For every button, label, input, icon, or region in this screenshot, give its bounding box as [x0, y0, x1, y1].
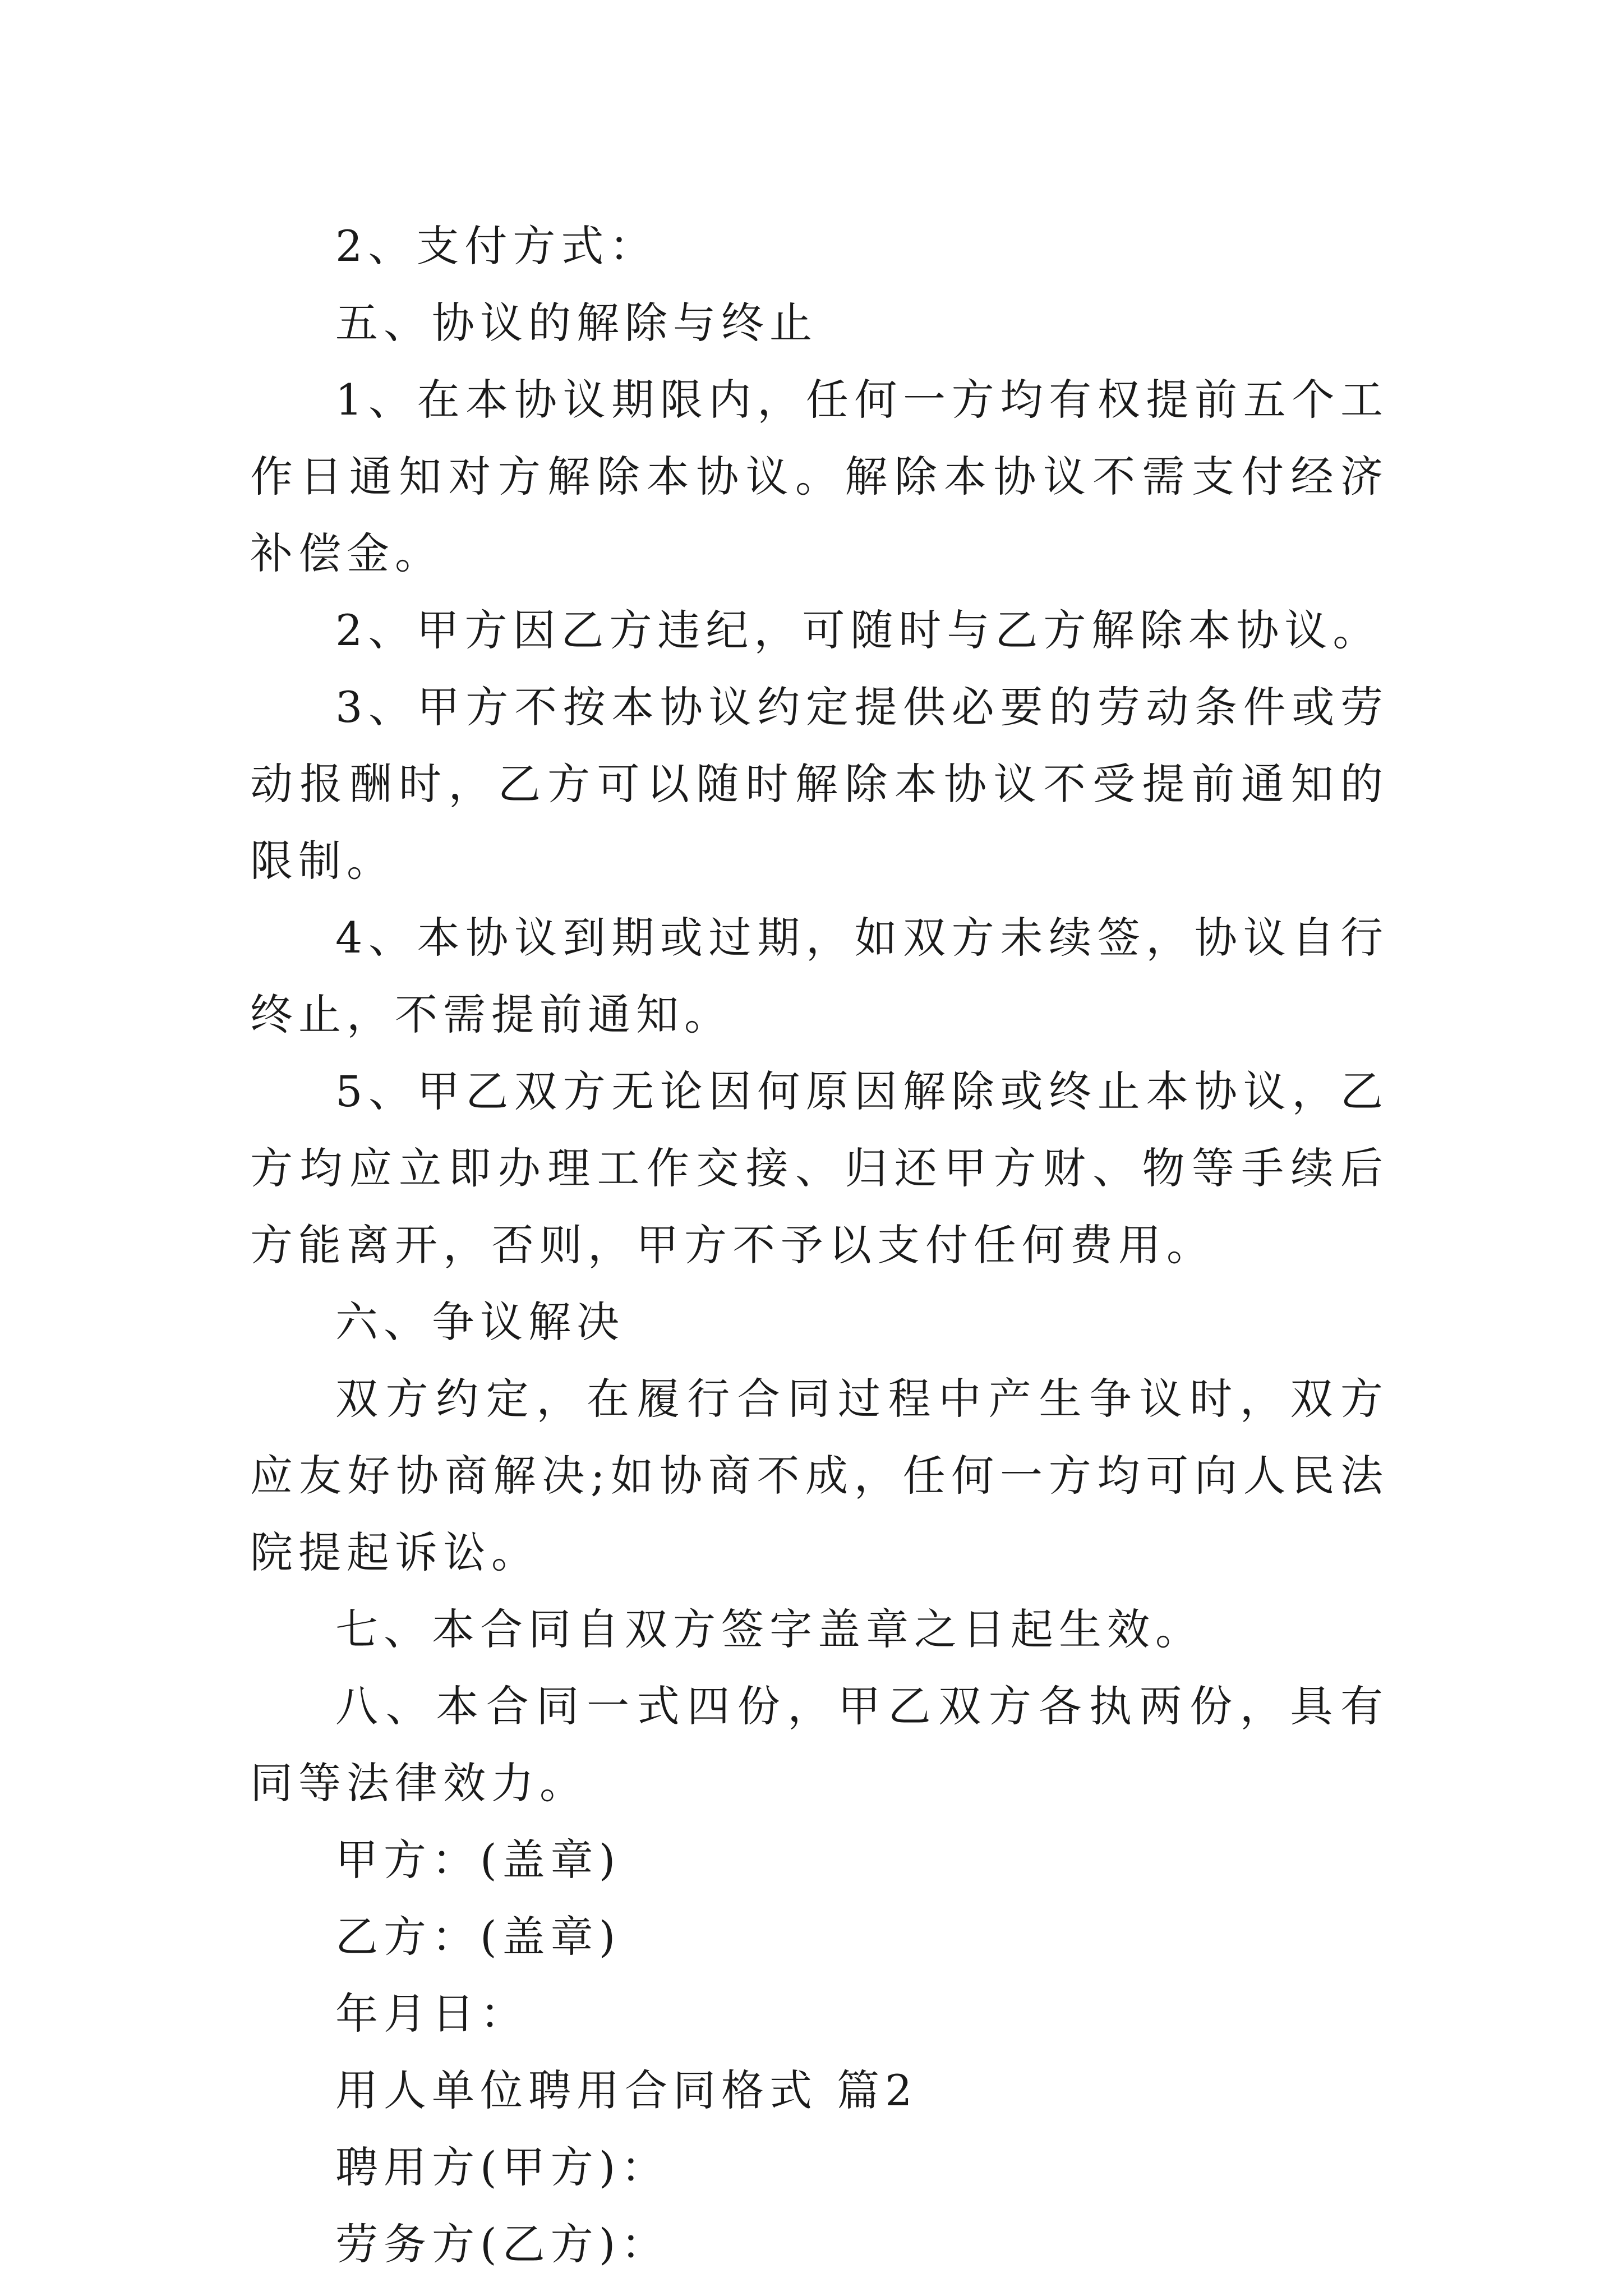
section-heading-termination: 五、协议的解除与终止 [335, 298, 818, 348]
employee-field: 劳务方(乙方)： [335, 2219, 670, 2269]
paragraph-termination-3: 3、甲方不按本协议约定提供必要的劳动条件或劳动报酬时，乙方可以随时解除本协议不受提前通知的限制。 [250, 682, 1389, 886]
section-heading-dispute: 六、争议解决 [335, 1297, 625, 1347]
section-copies: 八、本合同一式四份，甲乙双方各执两份，具有同等法律效力。 [250, 1681, 1389, 1808]
document-body [250, 208, 1389, 2283]
signature-party-a: 甲方：(盖章) [335, 1835, 621, 1885]
signature-date: 年月日： [335, 1989, 528, 2039]
paragraph-dispute: 双方约定，在履行合同过程中产生争议时，双方应友好协商解决;如协商不成，任何一方均可向人民法院提起诉讼。 [250, 1374, 1389, 1577]
paragraph-payment-method: 2、支付方式： [335, 221, 658, 271]
employer-field: 聘用方(甲方)： [335, 2142, 670, 2192]
signature-party-b: 乙方：(盖章) [335, 1912, 621, 1962]
paragraph-termination-4: 4、本协议到期或过期，如双方未续签，协议自行终止，不需提前通知。 [250, 913, 1389, 1039]
paragraph-termination-2: 2、甲方因乙方违纪，可随时与乙方解除本协议。 [335, 605, 1381, 655]
contract-title-part-2: 用人单位聘用合同格式 篇2 [335, 2065, 918, 2115]
section-effective-date: 七、本合同自双方签字盖章之日起生效。 [335, 1604, 1204, 1654]
paragraph-termination-1: 1、在本协议期限内，任何一方均有权提前五个工作日通知对方解除本协议。解除本协议不需支付经济补偿金。 [250, 375, 1389, 578]
paragraph-termination-5: 5、甲乙双方无论因何原因解除或终止本协议，乙方均应立即办理工作交接、归还甲方财、物等手续后方能离开，否则，甲方不予以支付任何费用。 [250, 1066, 1389, 1270]
